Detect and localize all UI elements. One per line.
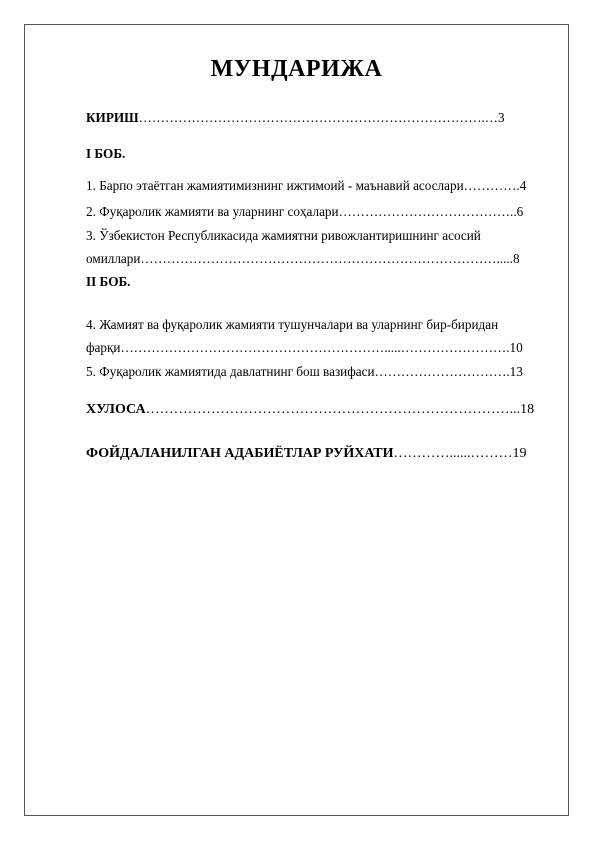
toc-title: МУНДАРИЖА (210, 56, 383, 82)
toc-entry-leader: ……………………………………………………………………...18 (145, 402, 535, 417)
toc-entry-5: 5. Фуқаролик жамиятида давлатнинг бош вазифаси………………………….13 (86, 364, 523, 379)
toc-entry-heading: ФОЙДАЛАНИЛГАН АДАБИЁТЛАР РУЙХАТИ (86, 446, 394, 461)
page-border (24, 24, 569, 816)
toc-chapter-2: II БОБ. (86, 274, 131, 289)
toc-entry-leader: …………......………19 (393, 446, 527, 461)
toc-entry-heading: ХУЛОСА (86, 402, 146, 417)
toc-entry-references (86, 446, 527, 462)
toc-entry-heading: КИРИШ (86, 110, 139, 125)
toc-entry-3: 3. Ўзбекистон Республикасида жамиятни ривожлантиришнинг асосий (86, 228, 481, 243)
toc-entry-2: 2. Фуқаролик жамияти ва уларнинг соҳалари…………………………………..6 (86, 204, 524, 219)
toc-entry-4-continued: фарқи…………………………………………………….....…………………….10 (86, 340, 523, 355)
toc-entry-leader: …………………………………………………………………….…3 (138, 110, 505, 125)
toc-entry-4: 4. Жамият ва фуқаролик жамияти тушунчалари ва уларнинг бир-биридан (86, 317, 499, 332)
toc-entry-conclusion (86, 402, 534, 418)
toc-chapter-1: I БОБ. (86, 146, 126, 161)
toc-entry-1: 1. Барпо этаётган жамиятимизнинг ижтимоий - маънавий асослари………….4 (86, 178, 527, 193)
toc-entry-introduction (86, 110, 505, 126)
toc-entry-3-continued: омиллари……………………………………………………………………….....8 (86, 251, 520, 266)
